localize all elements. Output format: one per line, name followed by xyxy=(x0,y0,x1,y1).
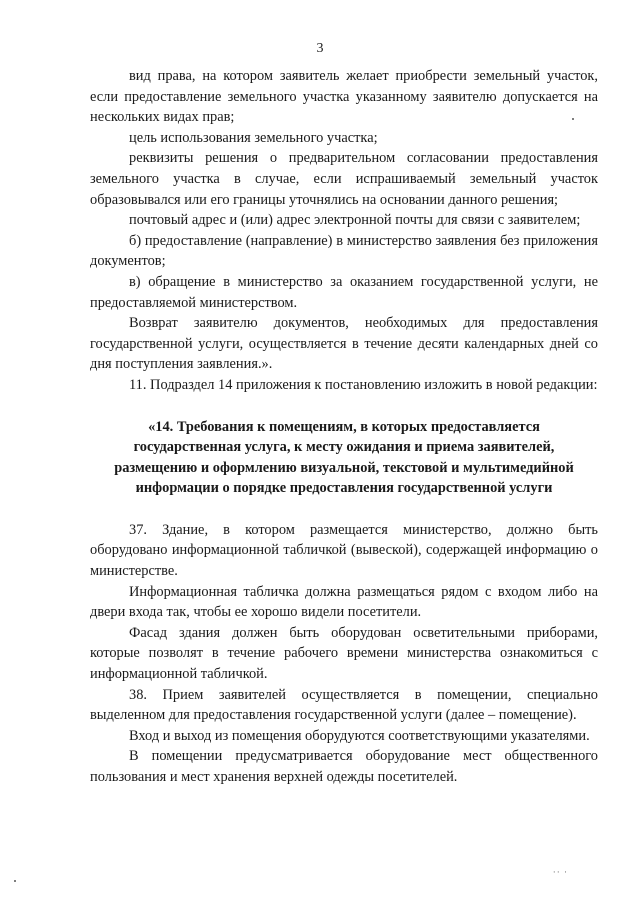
paragraph: цель использования земельного участка; xyxy=(129,129,378,146)
paragraph: в) обращение в министерство за оказанием государственной услуги, не предоставляемой министерством. xyxy=(90,273,598,311)
paragraph: Информационная табличка должна размещаться рядом с входом либо на двери входа так, чтобы ее хорошо видели посетители. xyxy=(90,583,598,621)
paragraph: вид права, на котором заявитель желает приобрести земельный участок, если предоставление земельного участка указанному заявителю допускается на нескольких видах прав; xyxy=(90,68,598,126)
scan-speck xyxy=(14,880,16,882)
paragraph: Возврат заявителю документов, необходимых для предоставления государственной услуги, осуществляется в течение десяти календарных дней со дня поступления заявления.». xyxy=(90,315,598,373)
page-number: 3 xyxy=(316,41,324,56)
paragraph: Фасад здания должен быть оборудован осветительными приборами, которые позволят в течение рабочего времени министерства ознакомиться с информационной табличкой. xyxy=(90,624,598,683)
paragraph: Вход и выход из помещения оборудуются соответствующими указателями. xyxy=(129,727,590,744)
paragraph: 11. Подраздел 14 приложения к постановлению изложить в новой редакции: xyxy=(129,376,598,393)
paragraph: почтовый адрес и (или) адрес электронной почты для связи с заявителем; xyxy=(129,212,581,229)
paragraph: 38. Прием заявителей осуществляется в помещении, специально выделенном для предоставления государственной услуги (далее – помещение). xyxy=(90,686,598,724)
scan-marks: ·· · xyxy=(552,867,568,877)
paragraph: 37. Здание, в котором размещается министерство, должно быть оборудовано информационной табличкой (вывеской), содержащей информацию о министерстве. xyxy=(90,521,598,580)
scan-speck xyxy=(572,118,574,120)
paragraph: реквизиты решения о предварительном согласовании предоставления земельного участка в случае, если испрашиваемый земельный участок образовывался или его границы уточнялись на основании данного решения; xyxy=(90,150,598,208)
paragraph: В помещении предусматривается оборудование мест общественного пользования и мест хранения верхней одежды посетителей. xyxy=(90,748,598,785)
paragraph: б) предоставление (направление) в министерство заявления без приложения документов; xyxy=(90,232,598,270)
section-heading: «14. Требования к помещениям, в которых предоставляется государственная услуга, к месту ожидания и приема заявителей, размещению и оформлению визуальной, текстовой и мультимедийной информации о порядке предоставления государственной услуги xyxy=(114,418,574,497)
document-body xyxy=(90,66,598,788)
